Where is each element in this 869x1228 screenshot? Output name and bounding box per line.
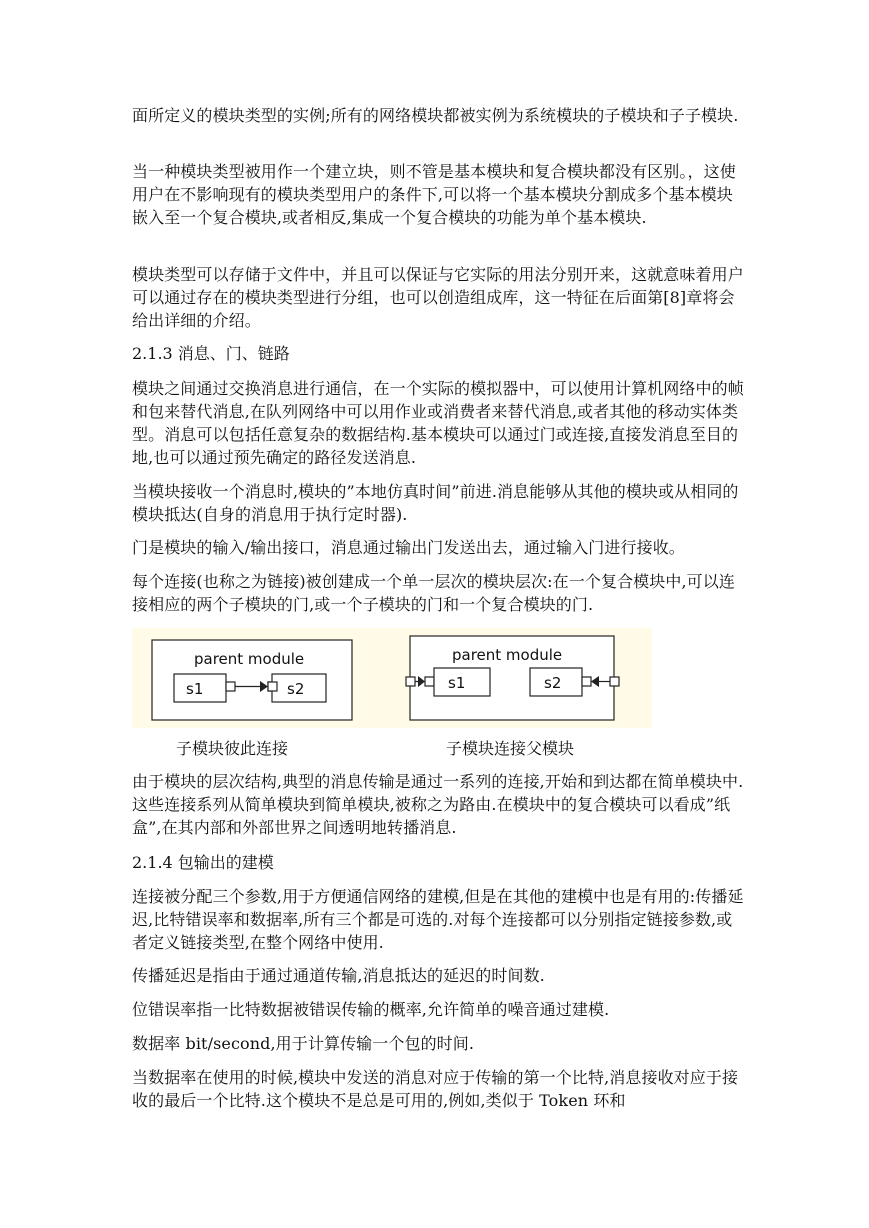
- paragraph-5: 当模块接收一个消息时,模块的”本地仿真时间”前进.消息能够从其他的模块或从相同的模块抵达(自身的消息用于执行定时器).: [132, 482, 739, 524]
- right-parent-gate-left: [406, 677, 415, 686]
- figure-caption-left: 子模块彼此连接: [176, 739, 289, 758]
- paragraph-2: 当一种模块类型被用作一个建立块，则不管是基本模块和复合模块都没有区别。，这使用户在不影响现有的模块类型用户的条件下,可以将一个基本模块分割成多个基本模块嵌入至一个复合模块,或者相反,集成一个复合模块的功能为单个基本模块.: [132, 162, 736, 227]
- section-heading-2-1-3: 2.1.3 消息、门、链路: [132, 344, 290, 363]
- left-parent-module-label: parent module: [194, 650, 305, 668]
- paragraph-6: 门是模块的输入/输出接口，消息通过输出门发送出去，通过输入门进行接收。: [132, 538, 685, 557]
- right-s2-gate: [582, 677, 591, 686]
- right-parent-module-label: parent module: [452, 646, 563, 664]
- paragraph-1: 面所定义的模块类型的实例;所有的网络模块都被实例为系统模块的子模块和子子模块.: [132, 106, 739, 125]
- paragraph-9: 连接被分配三个参数,用于方便通信网络的建模,但是在其他的建模中也是有用的:传播延迟,比特错误率和数据率,所有三个都是可选的.对每个连接都可以分别指定链接参数,或者定义链接类型,在整个网络中使用.: [132, 887, 744, 952]
- left-s1-gate: [226, 682, 235, 691]
- paragraph-13: 当数据率在使用的时候,模块中发送的消息对应于传输的第一个比特,消息接收对应于接收的最后一个比特.这个模块不是总是可用的,例如,类似于 Token 环和: [132, 1068, 739, 1110]
- right-s1-label: s1: [448, 674, 466, 692]
- paragraph-8: 由于模块的层次结构,典型的消息传输是通过一系列的连接,开始和到达都在简单模块中.这些连接系列从简单模块到简单模块,被称之为路由.在模块中的复合模块可以看成”纸盒”,在其内部和外部世界之间透明地转播消息.: [132, 772, 744, 837]
- paragraph-10: 传播延迟是指由于通过通道传输,消息抵达的延迟的时间数.: [132, 966, 545, 985]
- paragraph-7: 每个连接(也称之为链接)被创建成一个单一层次的模块层次:在一个复合模块中,可以连接相应的两个子模块的门,或一个子模块的门和一个复合模块的门.: [132, 572, 735, 614]
- paragraph-4: 模块之间通过交换消息进行通信，在一个实际的模拟器中，可以使用计算机网络中的帧和包来替代消息,在队列网络中可以用作业或消费者来替代消息,或者其他的移动实体类型。消息可以包括任意复杂的数据结构.基本模块可以通过门或连接,直接发消息至目的地,也可以通过预先确定的路径发送消息.: [132, 379, 744, 467]
- paragraph-12: 数据率 bit/second,用于计算传输一个包的时间.: [132, 1034, 475, 1053]
- right-s2-label: s2: [544, 674, 562, 692]
- figure-caption-right: 子模块连接父模块: [446, 739, 575, 758]
- right-s1-gate: [425, 677, 434, 686]
- section-heading-2-1-4: 2.1.4 包输出的建模: [132, 853, 274, 872]
- paragraph-3: 模块类型可以存储于文件中，并且可以保证与它实际的用法分别开来，这就意味着用户可以通过存在的模块类型进行分组，也可以创造组成库，这一特征在后面第[8]章将会给出详细的介绍。: [132, 265, 744, 330]
- left-s2-gate-overlay: [268, 682, 277, 691]
- left-s1-label: s1: [186, 680, 204, 698]
- figure-diagram: [132, 628, 652, 728]
- right-parent-gate-right: [610, 677, 619, 686]
- module-connection-figure: [132, 628, 652, 728]
- paragraph-11: 位错误率指一比特数据被错误传输的概率,允许简单的噪音通过建模.: [132, 1000, 610, 1019]
- left-s2-label: s2: [287, 680, 305, 698]
